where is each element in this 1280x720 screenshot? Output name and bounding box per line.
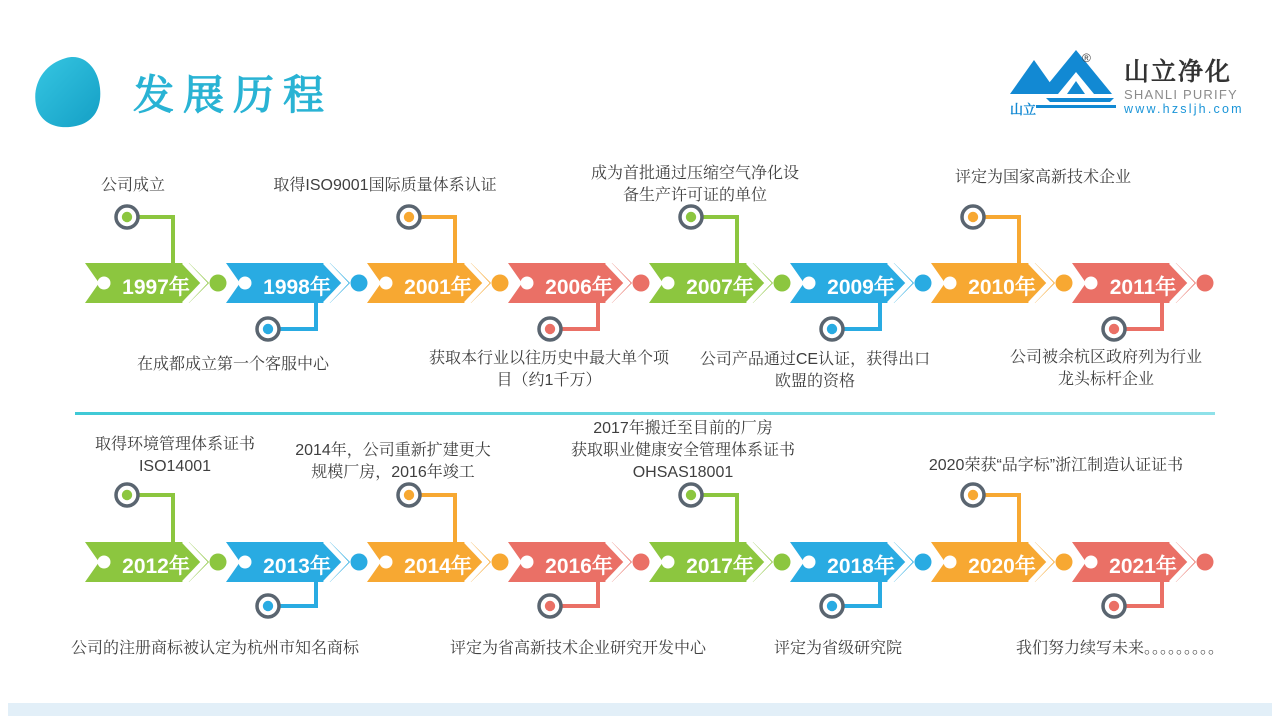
note-line: 2014年，公司重新扩建更大 [295, 442, 491, 459]
chevron-notch-dot [662, 277, 675, 290]
logo-en-name: SHANLI PURIFY [1124, 87, 1238, 102]
note-line: ISO14001 [138, 458, 212, 475]
chevron-group [367, 484, 509, 583]
chevron-tip-ball [210, 554, 227, 571]
chevron-tip-ball [1056, 554, 1073, 571]
timeline-marker-dot [968, 490, 978, 500]
note-line: 公司的注册商标被认定为杭州市知名商标 [70, 640, 359, 657]
note-line: 欧盟的资格 [774, 373, 855, 390]
note-line: 备生产许可证的单位 [622, 187, 767, 204]
logo-website: www.hzsljh.com [1124, 102, 1244, 116]
timeline-marker-dot [968, 212, 978, 222]
note-line: 获取本行业以往历史中最大单个项 [428, 350, 669, 367]
year-label: 2013年 [263, 555, 331, 578]
chevron-notch-dot [239, 556, 252, 569]
year-label: 1998年 [263, 276, 331, 299]
timeline-marker-dot [263, 601, 273, 611]
note-line: 2017年搬迁至目前的厂房 [593, 420, 773, 437]
chevron-group [649, 206, 791, 304]
chevron-tip-ball [633, 275, 650, 292]
timeline-marker-dot [827, 601, 837, 611]
note-line: 龙头标杆企业 [1057, 371, 1154, 388]
note-line: 公司成立 [100, 177, 165, 194]
chevron-tip-ball [633, 554, 650, 571]
section-divider [75, 412, 1215, 415]
chevron-group [85, 206, 227, 304]
timeline-marker-dot [404, 212, 414, 222]
bottom-accent-bar [8, 703, 1272, 716]
chevron-notch-dot [239, 277, 252, 290]
year-label: 1997年 [122, 276, 190, 299]
year-label: 2009年 [827, 276, 895, 299]
chevron-group [226, 541, 368, 617]
chevron-group [1072, 262, 1214, 340]
year-label: 2021年 [1109, 555, 1177, 578]
note-line: 2020荣获“品字标”浙江制造认证证书 [928, 457, 1184, 474]
year-label: 2020年 [968, 555, 1036, 578]
year-label: 2016年 [545, 555, 613, 578]
timeline-marker-dot [686, 490, 696, 500]
chevron-tip-ball [774, 275, 791, 292]
chevron-tip-ball [351, 275, 368, 292]
timeline-marker-dot [545, 324, 555, 334]
note-line: 取得环境管理体系证书 [94, 436, 255, 453]
year-label: 2006年 [545, 276, 613, 299]
timeline-marker-dot [122, 490, 132, 500]
chevron-group [790, 541, 932, 617]
chevron-tip-ball [915, 275, 932, 292]
chevron-notch-dot [1085, 556, 1098, 569]
logo-cn-name: 山立净化 [1124, 58, 1233, 86]
chevron-tip-ball [1197, 554, 1214, 571]
chevron-notch-dot [803, 556, 816, 569]
chevron-notch-dot [521, 556, 534, 569]
timeline-marker-dot [686, 212, 696, 222]
chevron-group [649, 484, 791, 583]
chevron-notch-dot [1085, 277, 1098, 290]
year-label: 2012年 [122, 555, 190, 578]
chevron-tip-ball [1056, 275, 1073, 292]
timeline-marker-dot [1109, 601, 1119, 611]
chevron-group [931, 206, 1073, 304]
timeline-marker-dot [404, 490, 414, 500]
note-line: 获取职业健康安全管理体系证书 [570, 442, 795, 459]
chevron-notch-dot [380, 556, 393, 569]
year-label: 2017年 [686, 555, 754, 578]
chevron-tip-ball [351, 554, 368, 571]
chevron-notch-dot [380, 277, 393, 290]
year-label: 2007年 [686, 276, 754, 299]
logo-mark-text: 山立 [1010, 102, 1037, 117]
note-line: 成为首批通过压缩空气净化设 [590, 165, 799, 182]
timeline-marker-dot [545, 601, 555, 611]
year-label: 2001年 [404, 276, 472, 299]
page-title: 发展历程 [133, 72, 333, 118]
chevron-group [931, 484, 1073, 583]
year-label: 2018年 [827, 555, 895, 578]
chevron-notch-dot [98, 556, 111, 569]
year-label: 2014年 [404, 555, 472, 578]
year-label: 2010年 [968, 276, 1036, 299]
chevron-group [1072, 541, 1214, 617]
chevron-notch-dot [944, 556, 957, 569]
chevron-group [790, 262, 932, 340]
note-line: OHSAS18001 [632, 464, 734, 481]
chevron-tip-ball [492, 275, 509, 292]
chevron-tip-ball [915, 554, 932, 571]
chevron-group [367, 206, 509, 304]
timeline-marker-dot [122, 212, 132, 222]
chevron-tip-ball [1197, 275, 1214, 292]
chevron-notch-dot [98, 277, 111, 290]
chevron-tip-ball [774, 554, 791, 571]
note-line: 评定为省高新技术企业研究开发中心 [449, 640, 706, 657]
chevron-group [226, 262, 368, 340]
note-line: 规模厂房，2016年竣工 [311, 464, 475, 481]
note-line: 公司产品通过CE认证，获得出口 [699, 351, 931, 368]
chevron-notch-dot [803, 277, 816, 290]
chevron-group [508, 262, 650, 340]
note-line: 评定为国家高新技术企业 [954, 169, 1131, 186]
note-line: 公司被余杭区政府列为行业 [1009, 349, 1202, 366]
note-line: 取得ISO9001国际质量体系认证 [273, 177, 497, 194]
note-line: 评定为省级研究院 [773, 640, 902, 657]
chevron-tip-ball [492, 554, 509, 571]
chevron-notch-dot [662, 556, 675, 569]
note-line: 在成都成立第一个客服中心 [136, 356, 329, 373]
registered-mark: ® [1082, 51, 1091, 65]
note-line: 目（约1千万） [496, 372, 602, 389]
chevron-group [508, 541, 650, 617]
chevron-tip-ball [210, 275, 227, 292]
timeline-marker-dot [827, 324, 837, 334]
chevron-notch-dot [521, 277, 534, 290]
year-label: 2011年 [1109, 276, 1177, 299]
note-line: 我们努力续写未来。。。。。。。。。 [1015, 640, 1224, 657]
timeline-marker-dot [1109, 324, 1119, 334]
chevron-notch-dot [944, 277, 957, 290]
timeline-marker-dot [263, 324, 273, 334]
chevron-group [85, 484, 227, 583]
